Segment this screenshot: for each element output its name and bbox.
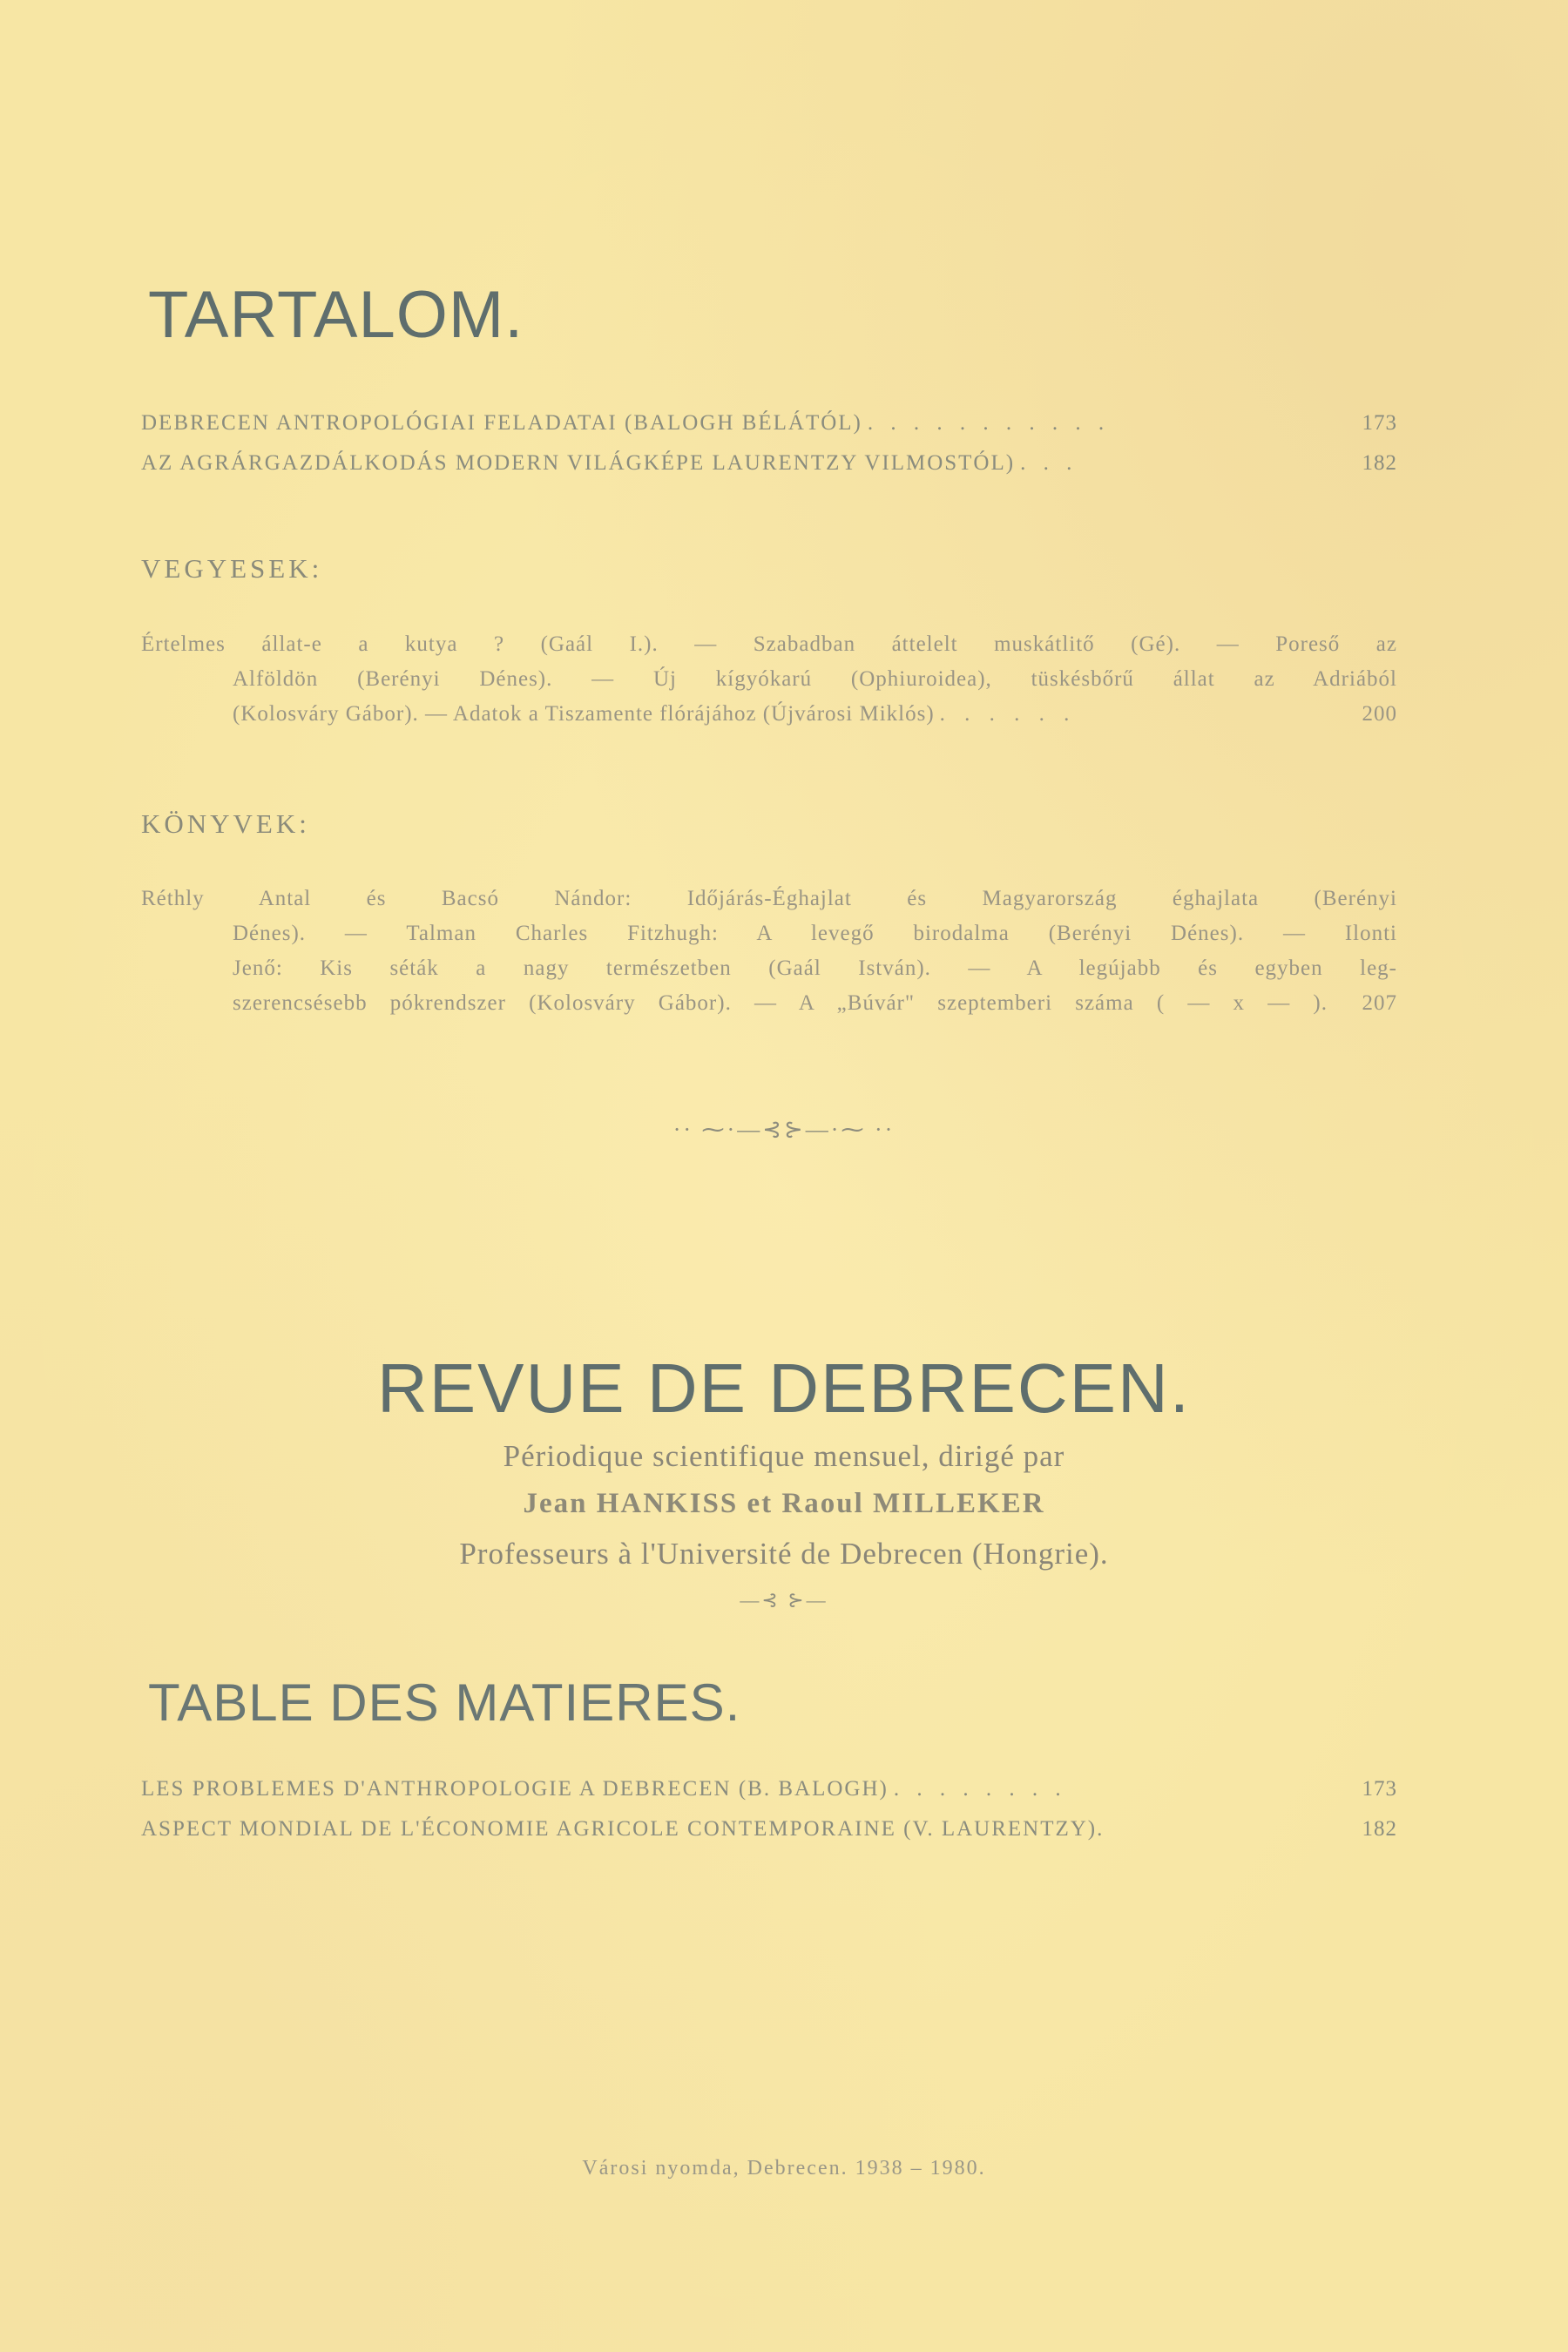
toc-page-number: 200	[1362, 702, 1397, 726]
toc-entry-title: AZ AGRÁRGAZDÁLKODÁS MODERN VILÁGKÉPE LAURENTZY VILMOSTÓL)	[141, 451, 1016, 475]
toc-entry[interactable]	[141, 1777, 1397, 1801]
ornament-divider: —⊰ ⊱—	[740, 1589, 828, 1611]
vegyesek-entries[interactable]	[141, 627, 1397, 732]
toc-entry[interactable]	[141, 411, 1397, 436]
toc-page-number: 182	[1362, 451, 1397, 475]
journal-affiliation: Professeurs à l'Université de Debrecen (Hongrie).	[459, 1537, 1109, 1571]
ornament-divider: ·· ⁓·—⊰⊱—·⁓ ··	[672, 1117, 896, 1142]
toc-page-number: 207	[1362, 991, 1397, 1015]
toc-leader-dots: . . . . . .	[939, 702, 1077, 726]
section-heading-vegyesek: VEGYESEK:	[141, 553, 323, 584]
journal-editors: Jean HANKISS et Raoul MILLEKER	[523, 1488, 1045, 1519]
toc-leader-dots: . . . . . . . . . . .	[867, 411, 1111, 435]
toc-leader-dots: . . . . . . . .	[893, 1777, 1067, 1801]
entry-line: Jenő: Kis séták a nagy természetben (Gaál István). — A legújabb és egyben leg-	[233, 956, 1397, 980]
entry-line: Alföldön (Berényi Dénes). — Új kígyókarú (Ophiuroidea), tüskésbőrű állat az Adriából	[233, 667, 1397, 691]
toc-entry[interactable]	[141, 1817, 1397, 1842]
toc-leader-dots: . . .	[1020, 451, 1078, 475]
toc-page-number: 173	[1362, 1777, 1397, 1801]
entry-line: szerencsésebb pókrendszer (Kolosváry Gábor). — A „Búvár" szeptemberi száma ( — x — ).	[233, 991, 1328, 1015]
toc-entry-title: DEBRECEN ANTROPOLÓGIAI FELADATAI (BALOGH BÉLÁTÓL)	[141, 411, 862, 435]
entry-line: Dénes). — Talman Charles Fitzhugh: A levegő birodalma (Berényi Dénes). — Ilonti	[233, 922, 1397, 945]
toc-entry-title: LES PROBLEMES D'ANTHROPOLOGIE A DEBRECEN (B. BALOGH)	[141, 1777, 889, 1801]
toc-page-number: 173	[1362, 411, 1397, 435]
journal-title: REVUE DE DEBRECEN.	[377, 1349, 1191, 1427]
journal-subtitle: Périodique scientifique mensuel, dirigé par	[503, 1439, 1065, 1473]
entry-line: (Kolosváry Gábor). — Adatok a Tiszamente flórájához (Újvárosi Miklós)	[233, 702, 935, 726]
printer-imprint: Városi nyomda, Debrecen. 1938 – 1980.	[582, 2157, 986, 2180]
page-title: TARTALOM.	[148, 278, 524, 352]
toc-page-number: 182	[1362, 1817, 1397, 1841]
section-heading-konyvek: KÖNYVEK:	[141, 808, 310, 839]
konyvek-entries[interactable]	[141, 882, 1397, 1021]
entry-line: Értelmes állat-e a kutya ? (Gaál I.). — Szabadban áttelelt muskátlitő (Gé). — Poreső az	[141, 632, 1397, 656]
toc-title-french: TABLE DES MATIERES.	[148, 1673, 741, 1732]
toc-entry-title: ASPECT MONDIAL DE L'ÉCONOMIE AGRICOLE CONTEMPORAINE (V. LAURENTZY).	[141, 1817, 1105, 1841]
entry-line: Réthly Antal és Bacsó Nándor: Időjárás-Éghajlat és Magyarország éghajlata (Berényi	[141, 887, 1397, 910]
toc-entry[interactable]	[141, 451, 1397, 476]
